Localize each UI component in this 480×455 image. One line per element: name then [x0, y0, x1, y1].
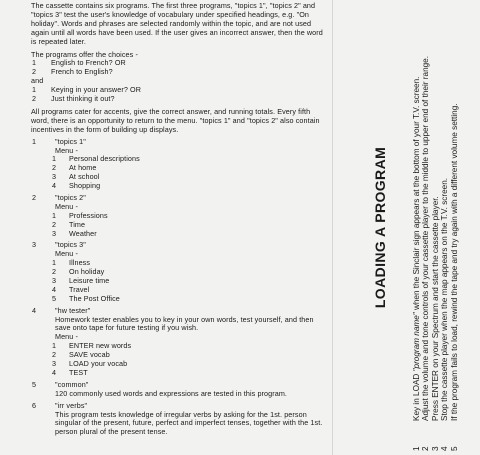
program-title: 6 "irr verbs" [32, 400, 88, 410]
choice-item: 2 French to English? [32, 67, 113, 77]
loading-step: 2 Adjust the volume and tone controls of your cassette player to the middle to upper end of their range. [421, 55, 431, 451]
program-entry [31, 241, 323, 303]
program-title: 4 "hw tester" [32, 305, 91, 315]
program-description: 120 commonly used words and expressions are tested in this program. [55, 388, 288, 398]
menu-item: 1 Illness [52, 258, 91, 268]
menu-item: 4 TEST [52, 367, 88, 377]
loading-step: 1 Key in LOAD "program name" when the Sinclair sign appears at the bottom of your T.V. screen. [412, 76, 421, 451]
program-entry [31, 138, 323, 191]
menu-label: Menu - [55, 201, 78, 211]
fold-line [332, 0, 333, 455]
program-entry [31, 307, 323, 378]
loading-heading: LOADING A PROGRAM [372, 146, 388, 309]
menu-item: 3 LOAD your vocab [52, 359, 128, 369]
menu-label: Menu - [55, 249, 78, 259]
program-title: 3 "topics 3" [32, 240, 86, 250]
menu-item: 2 On holiday [52, 267, 105, 277]
choices-intro: The programs offer the choices - [31, 49, 138, 59]
choice-item: 1 Keying in your answer? OR [32, 85, 141, 95]
all-programs-paragraph: All programs cater for accents, give the correct answer, and running totals. Every fifth word, there is an opportunity to return to the menu. "topics 1" and "topics 2" also contain incentives in the form of building up displays. [31, 106, 320, 134]
program-title: 5 "common" [32, 379, 89, 389]
program-title: 2 "topics 2" [32, 192, 86, 202]
choice-item: 2 Just thinking it out? [32, 94, 115, 104]
menu-item: 3 Weather [52, 228, 97, 238]
loading-step: 4 Stop the cassette player when the map appears on the T.V. screen. [440, 177, 450, 451]
program-entry [31, 194, 323, 238]
loading-step: 5 If the program fails to load, rewind the tape and try again with a different volume setting. [449, 103, 459, 451]
and-text: and [31, 76, 44, 86]
menu-item: 3 Leisure time [52, 275, 110, 285]
program-description: This program tests knowledge of irregular verbs by asking for the 1st. person singular of the present, future, perfect and imperfect tenses, together with the 1st. person plural of the present tense. [55, 409, 323, 437]
menu-item: 1 Personal descriptions [52, 154, 140, 164]
menu-item: 5 The Post Office [52, 293, 120, 303]
menu-item: 3 At school [52, 172, 100, 182]
program-entry [31, 402, 323, 438]
menu-item: 4 Travel [52, 284, 90, 294]
program-description-panel [31, 2, 323, 437]
menu-label: Menu - [55, 145, 78, 155]
menu-item: 4 Shopping [52, 181, 101, 191]
loading-step: 3 Press ENTER on your Spectrum and start the cassette player. [430, 196, 440, 451]
loading-instructions-panel [358, 0, 476, 455]
menu-item: 1 Professions [52, 210, 108, 220]
menu-item: 2 Time [52, 219, 86, 229]
program-title: 1 "topics 1" [32, 136, 86, 146]
program-description: Homework tester enables you to key in your own words, test yourself, and then save onto tape for future testing if you wish. [55, 314, 314, 333]
menu-label: Menu - [55, 332, 78, 342]
intro-paragraph: The cassette contains six programs. The first three programs, "topics 1", "topics 2" and "topics 3" test the user's knowledge of vocabulary under specified headings, e.g. "On holiday". Words and phrases are selected randomly within the topic, and are not used again until all words have been used. If the user gives an incorrect answer, then the word is repeated later. [31, 1, 323, 46]
menu-item: 2 At home [52, 163, 97, 173]
menu-item: 1 ENTER new words [52, 341, 132, 351]
choice-item: 1 English to French? OR [32, 58, 126, 68]
program-entry [31, 381, 323, 399]
loading-steps [412, 0, 459, 455]
menu-item: 2 SAVE vocab [52, 350, 110, 360]
